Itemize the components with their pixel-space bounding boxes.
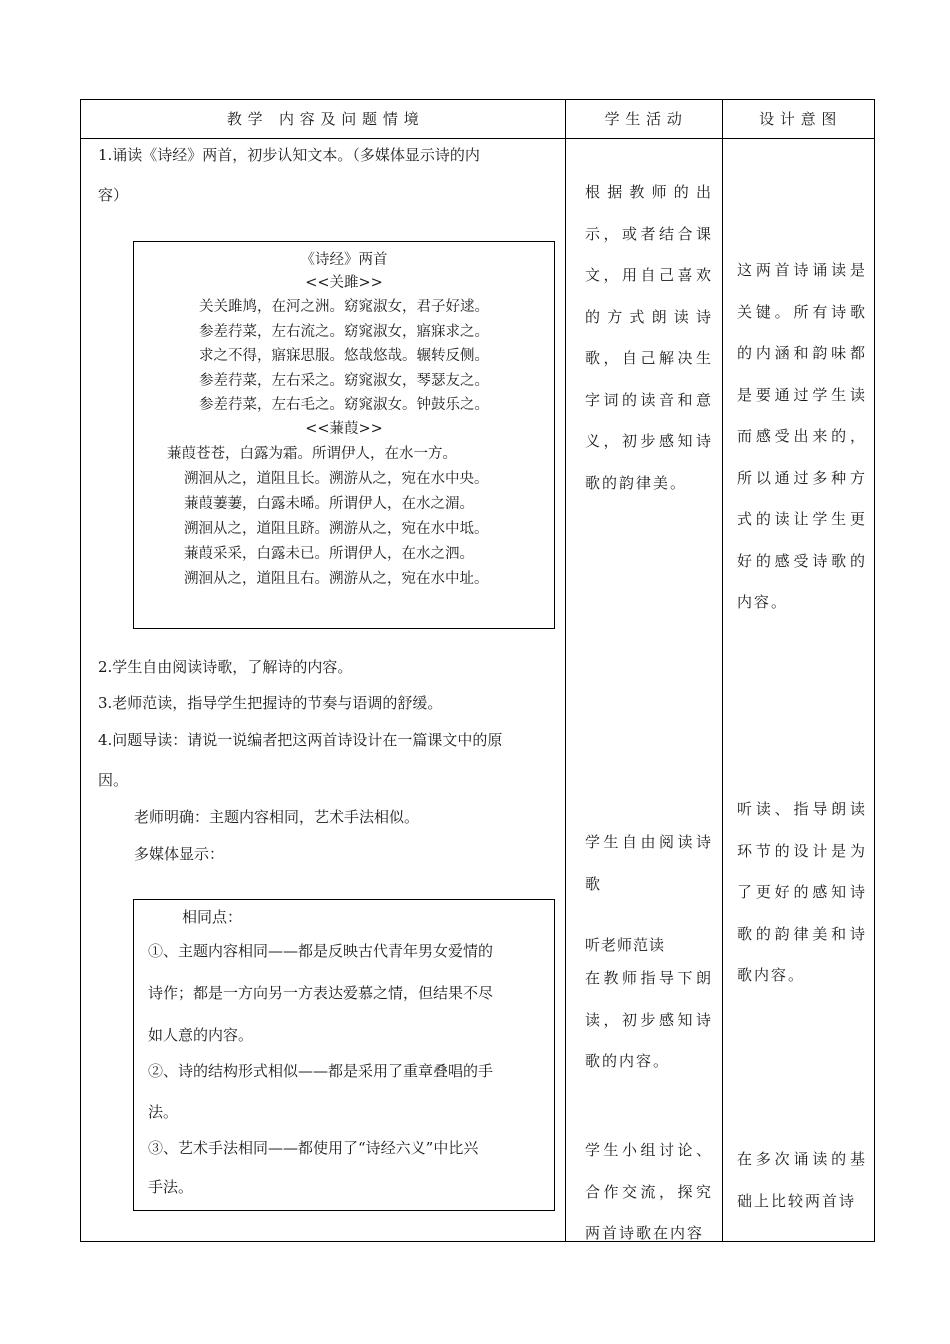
- header-design-intent: 设 计 意 图: [759, 110, 837, 128]
- column-divider-1: [565, 100, 566, 1241]
- similarity-line: ②、诗的结构形式相似——都是采用了重章叠唱的手: [148, 1062, 494, 1080]
- design-intent-2: 听读、指导朗读环节的设计是为了更好的感知诗歌的韵律美和诗歌内容。: [737, 800, 867, 984]
- similarity-line: ③、艺术手法相同——都使用了“诗经六义”中比兴: [148, 1139, 479, 1157]
- header-content-situation: 教 学 内 容 及 问 题 情 境: [226, 110, 420, 128]
- lesson-table: [80, 99, 875, 1242]
- poem-1-title: <<关雎>>: [305, 275, 383, 291]
- poem-2-line: 蒹葭采采，白露未已。所谓伊人，在水之泗。: [184, 546, 474, 562]
- student-activity-3-title: 听老师范读: [585, 936, 666, 954]
- item-4-line-1: 4.问题导读：请说一说编者把这两首诗设计在一篇课文中的原: [98, 731, 503, 749]
- student-activity-3: 在教师指导下朗读，初步感知诗歌的内容。: [585, 969, 713, 1070]
- poem-box: [133, 241, 555, 629]
- column-divider-2: [722, 100, 723, 1241]
- design-intent-3: 在多次诵读的基础上比较两首诗: [737, 1150, 867, 1210]
- header-student-activity: 学 生 活 动: [604, 110, 683, 128]
- similarity-line: 手法。: [148, 1178, 194, 1196]
- item-1-line-2: 容）: [98, 186, 129, 204]
- poem-1-line: 参差荇菜，左右采之。窈窕淑女，琴瑟友之。: [199, 373, 489, 389]
- poem-2-line: 蒹葭萋萋，白露未晞。所谓伊人，在水之湄。: [184, 496, 474, 512]
- poem-2-line: 溯洄从之，道阻且长。溯游从之，宛在水中央。: [184, 471, 489, 487]
- header-divider: [81, 138, 874, 139]
- multimedia-label: 多媒体显示：: [134, 845, 225, 863]
- poem-2-title: <<蒹葭>>: [305, 421, 383, 437]
- student-activity-1: 根据教师的出示，或者结合课文，用自己喜欢的方式朗读诗歌，自己解决生字词的读音和意义，初步感知诗歌的韵律美。: [585, 183, 713, 492]
- poem-2-line: 蒹葭苍苍，白露为霜。所谓伊人，在水一方。: [167, 446, 457, 462]
- poem-2-line: 溯洄从之，道阻且跻。溯游从之，宛在水中坻。: [184, 521, 489, 537]
- poem-1-line: 求之不得，寤寐思服。悠哉悠哉。辗转反侧。: [199, 348, 489, 364]
- poem-1-line: 参差荇菜，左右流之。窈窕淑女，寤寐求之。: [199, 324, 489, 340]
- item-1-line-1: 1.诵读《诗经》两首，初步认知文本。（多媒体显示诗的内: [98, 146, 480, 164]
- teacher-clarification: 老师明确：主题内容相同，艺术手法相似。: [134, 808, 420, 826]
- similarity-line: ①、主题内容相同——都是反映古代青年男女爱情的: [148, 942, 494, 960]
- student-activity-4: 学生小组讨论、合作交流，探究两首诗歌在内容: [585, 1141, 713, 1242]
- poem-box-title: 《诗经》两首: [300, 252, 388, 268]
- similarities-title: 相同点：: [182, 908, 243, 926]
- similarity-line: 诗作；都是一方向另一方表达爱慕之情，但结果不尽: [148, 984, 494, 1002]
- item-4-line-2: 因。: [98, 771, 129, 789]
- item-2: 2.学生自由阅读诗歌，了解诗的内容。: [98, 658, 353, 676]
- similarities-box: [133, 899, 555, 1211]
- poem-2-line: 溯洄从之，道阻且右。溯游从之，宛在水中址。: [184, 571, 489, 587]
- poem-1-line: 关关雎鸠，在河之洲。窈窕淑女，君子好逑。: [199, 299, 489, 315]
- item-3: 3.老师范读，指导学生把握诗的节奏与语调的舒缓。: [98, 694, 443, 712]
- design-intent-1: 这两首诗诵读是关键。所有诗歌的内涵和韵味都是要通过学生读而感受出来的，所以通过多种方式的读让学生更好的感受诗歌的内容。: [737, 261, 867, 611]
- similarity-line: 法。: [148, 1103, 179, 1121]
- poem-1-line: 参差荇菜，左右毛之。窈窕淑女。钟鼓乐之。: [199, 397, 489, 413]
- student-activity-2: 学生自由阅读诗歌: [585, 833, 713, 893]
- similarity-line: 如人意的内容。: [148, 1026, 254, 1044]
